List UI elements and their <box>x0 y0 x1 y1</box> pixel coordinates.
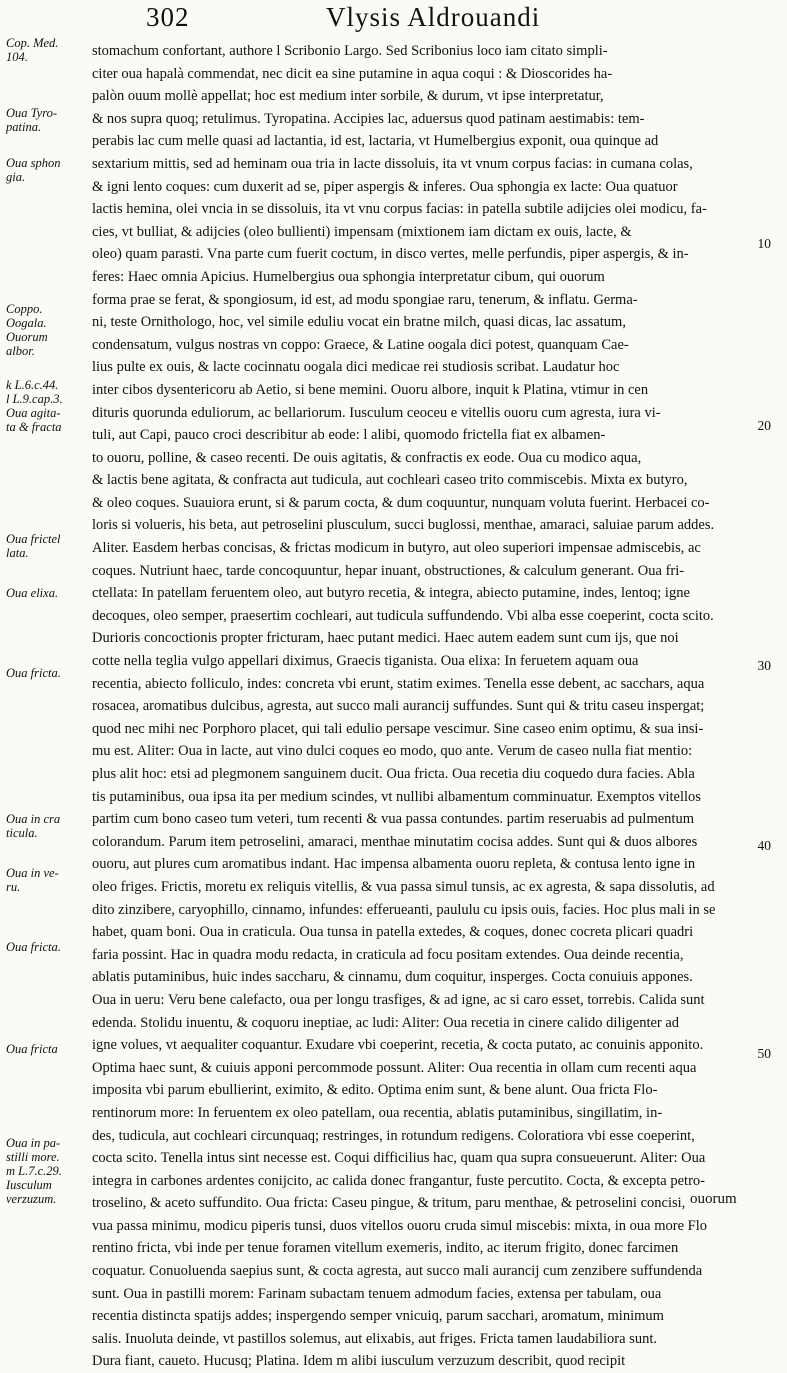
text-line: des, tudicula, aut cochleari circunquaq; restringes, in rotundum redigens. Coloratiora vbi esse coeperint, <box>92 1127 695 1144</box>
text-line: faria possint. Hac in quadra modu redacta, in craticula ad focu positam extendes. Oua deinde recentia, <box>92 946 684 963</box>
text-line: recentia, abiecto folliculo, indes: concreta vbi erunt, statim eximes. Tenella esse debent, ac sacchars, aqua <box>92 675 705 692</box>
margin-note: Coppo. Oogala. Ouorum albor. <box>6 302 48 358</box>
margin-notes <box>6 36 90 1206</box>
body-text <box>92 40 756 1373</box>
text-line: tuli, aut Capi, pauco croci describitur ab eode: l alibi, quomodo frictella fiat ex albamen- <box>92 427 606 444</box>
text-line: loris si volueris, his beta, aut petroselini plusculum, succi buglossi, menthae, amaraci, saluiae parum addes. <box>92 517 715 534</box>
margin-note: Oua fricta <box>6 1042 58 1056</box>
text-line: oleo) quam parasti. Vna parte cum fuerit coctum, in disco vertes, melle perfundis, piper aspergis, & in- <box>92 246 689 263</box>
text-line: cies, vt bulliat, & adijcies (oleo bullienti) impensam (mixtionem iam dictam ex ouis, lacte, & <box>92 223 632 240</box>
text-line: recentia distincta spatijs addes; inspergendo semper vnicuiq, parum sacchari, aromatum, minimum <box>92 1308 664 1325</box>
text-line: coques. Nutriunt haec, tarde concoquuntur, hepar inuant, obstructiones, & calculum generant. Oua fri- <box>92 562 685 579</box>
margin-note: Oua fricta. <box>6 666 61 680</box>
text-line: quod nec mihi nec Porphoro placet, qui tali edulio persape vescimur. Sine caseo enim optimu, & sua insi- <box>92 720 704 737</box>
line-number: 50 <box>757 1046 771 1061</box>
text-line: perabis lac cum melle quasi ad lactantia, id est, lactaria, vt Humelbergius exponit, oua quinque ad <box>92 133 659 150</box>
text-line: & lactis bene agitata, & confracta aut tudicula, aut cochleari caseo trito commiscebis. Mixta ex butyro, <box>92 472 688 489</box>
page-header <box>0 2 787 32</box>
text-line: partim cum bono caseo tum veteri, tum recenti & vua passa contundes. partim reseruabis ad pulmentum <box>92 811 694 828</box>
margin-note: Oua in cra ticula. <box>6 812 61 840</box>
text-line: rentinorum more: In feruentem ex oleo patellam, oua recentia, ablatis putaminibus, singillatim, in- <box>92 1104 663 1121</box>
text-line: stomachum confortant, authore l Scribonio Largo. Sed Scribonius loco iam citato simpli- <box>92 43 608 59</box>
text-line: sextarium mittis, sed ad heminam oua tria in lacte dissoluis, ita vt vnum corpus facias: in cumana colas, <box>92 155 693 172</box>
text-line: dito zinzibere, caryophillo, cinnamo, infundes: efferueanti, paululu cu ipsis ouis, facies. Hoc plus mali in se <box>92 901 716 918</box>
text-line: habet, quam boni. Oua in craticula. Oua tunsa in patella extedes, & coques, donec cocreta plicari quadri <box>92 924 694 941</box>
text-line: salis. Inuoluta deinde, vt pastillos solemus, aut elixabis, aut friges. Fricta tamen laudabiliora sunt. <box>92 1330 657 1347</box>
line-number: 10 <box>757 236 771 251</box>
text-line: coquatur. Conuoluenda saepius sunt, & cocta agresta, aut succo mali aurancij cum zenzibere suffundenda <box>92 1263 703 1280</box>
page-number: 302 <box>146 2 190 32</box>
text-line: & nos supra quoq; retulimus. Tyropatina. Accipies lac, aduersus quod patinam aestimabis: tem- <box>92 110 645 127</box>
text-line: Durioris concoctionis propter fricturam, haec putant medici. Haec autem eadem sunt cum ijs, que noi <box>92 630 679 647</box>
text-line: vua passa minimu, modicu piperis tunsi, duos vitellos ouoru cruda simul miscebis: mixta, in oua more Flo <box>92 1217 707 1234</box>
text-line: inter cibos dysentericoru ab Aetio, si bene memini. Ouoru albore, inquit k Platina, vtimur in cen <box>92 381 649 398</box>
text-line: igne volues, vt aequaliter coquantur. Exudare vbi coeperint, recetia, & cocta putato, ac conuinis apponito. <box>92 1037 704 1054</box>
text-line: mu est. Aliter: Oua in lacte, aut vino dulci coques eo modo, quo ante. Verum de caseo nulla fiat mentio: <box>92 743 693 760</box>
text-line: feres: Haec omnia Apicius. Humelbergius oua sphongia interpretatur cibum, qui ouorum <box>92 268 605 285</box>
text-line: cocta scito. Tenella intus sint necesse est. Coqui difficilius hac, quam qua supra consueuerunt. Aliter: Oua <box>92 1150 706 1167</box>
margin-note: Oua in pa- stilli more. m L.7.c.29. Iusculum verzuzum. <box>6 1136 62 1206</box>
text-line: Oua in ueru: Veru bene calefacto, oua per longu trasfiges, & ad igne, ac si caro esset, torrebis. Calida sunt <box>92 991 705 1008</box>
text-line: rosacea, aromatibus dulcibus, agresta, aut succo mali aurancij suffundes. Sunt qui & tritu caseu inspergat; <box>92 698 705 715</box>
text-line: ablatis putaminibus, huic indes saccharu, & cinnamu, dum coquitur, insperges. Cocta conuiuis appones. <box>92 969 693 986</box>
text-line: ni, teste Ornithologo, hoc, vel simile eduliu vocat ein bratne milch, quasi dicas, lac assatum, <box>92 314 626 331</box>
text-line: oleo friges. Frictis, moretu ex reliquis vitellis, & vua passa simul tunsis, ac ex agresta, & sapa dissolutis, ad <box>92 878 715 895</box>
margin-note: Oua frictel lata. <box>6 532 61 560</box>
margin-note: Oua sphon gia. <box>6 156 61 184</box>
text-line: forma prae se ferat, & spongiosum, id est, ad modu spongiae raru, tenerum, & inflatu. Germa- <box>92 291 638 308</box>
margin-note: Oua in ve- ru. <box>6 866 59 894</box>
margin-note: Oua fricta. <box>6 940 61 954</box>
text-line: edenda. Stolidu inuentu, & coquoru ineptiae, ac ludi: Aliter: Oua recetia in cinere calido diligenter ad <box>92 1014 680 1031</box>
text-line: sunt. Oua in pastilli morem: Farinam subactam tenuem admodum facies, extensa per tabulam, oua <box>92 1285 662 1302</box>
line-number: 20 <box>757 418 771 433</box>
margin-note: Cop. Med. 104. <box>6 36 59 64</box>
text-line: troselino, & aceto suffundito. Oua fricta: Caseu pingue, & tritum, paru menthae, & petroselini concisi, <box>92 1195 686 1212</box>
text-line: imposita vbi parum ebullierint, eximito, & edito. Optima enim sunt, & bene alunt. Oua fricta Flo- <box>92 1082 658 1099</box>
line-number: 40 <box>757 838 771 853</box>
text-line: lactis hemina, olei vncia in se dissoluis, ita vt vnu corpus facias: in patella subtile adijcies olei modicu, fa- <box>92 201 707 218</box>
text-line: Dura fiant, caueto. Hucusq; Platina. Idem m alibi iusculum verzuzum describit, quod recipit <box>92 1353 626 1370</box>
text-line: Aliter. Easdem herbas concisas, & frictas modicum in butyro, aut oleo superiori impensae admiscebis, ac <box>92 540 701 557</box>
text-line: ouoru, aut plures cum aromatibus indant. Hac impensa albamenta ouoru repleta, & contusa lento igne in <box>92 856 696 873</box>
running-head: Vlysis Aldrouandi <box>326 2 541 32</box>
text-line: integra in carbones ardentes conijcito, ac calida donec frangantur, fuste percutito. Cocta, & excepta petro- <box>92 1172 705 1189</box>
text-line: condensatum, vulgus nostras vn coppo: Graece, & Latine oogala dici potest, quanquam Cae- <box>92 336 629 353</box>
line-number: 30 <box>757 658 771 673</box>
text-line: rentino fricta, vbi inde per tenue foramen vitellum exemeris, indito, ac iterum frigito, donec farcimen <box>92 1240 679 1257</box>
text-line: & igni lento coques: cum duxerit ad se, piper aspergis & inferes. Oua sphongia ex lacte: Oua quatuor <box>92 178 678 195</box>
text-line: dituris quorunda eduliorum, ac bellariorum. Iusculum ceoceu e vitellis ouoru cum agresta, iura vi- <box>92 404 661 421</box>
text-line: Optima haec sunt, & cuiuis apponi percommode possunt. Aliter: Oua recentia in ollam cum recenti aqua <box>92 1059 697 1076</box>
text-line: colorandum. Parum item petroselini, amaraci, menthae minutatim cocisa addes. Sunt qui & duos albores <box>92 833 698 850</box>
text-line: plus alit hoc: etsi ad plegmonem sanguinem ducit. Oua fricta. Oua recetia diu coquedo dura facies. Abla <box>92 766 695 782</box>
text-line: citer oua hapalà commendat, nec dicit ea sine putamine in aqua coqui : & Dioscorides ha- <box>92 65 613 82</box>
text-line: ctellata: In patellam feruentem oleo, aut butyro recetia, & integra, abiecto putamine, indes, lentoq; igne <box>92 585 690 602</box>
margin-note: Oua elixa. <box>6 586 59 600</box>
text-line: decoques, oleo semper, praesertim cochleari, aut tudicula suffundendo. Vbi alba esse coeperint, cocta scito. <box>92 607 714 624</box>
catch-word: ouorum <box>690 1191 737 1207</box>
text-line: to ouoru, polline, & caseo recenti. De ouis agitatis, & confractis ex eode. Oua cu modico aqua, <box>92 449 642 466</box>
margin-note: k L.6.c.44. l L.9.cap.3. Oua agita- ta & fracta <box>6 378 63 434</box>
text-line: tis putaminibus, oua ipsa ita per medium scindes, vt nullibi albamentum comminuatur. Exemptos vitellos <box>92 788 701 805</box>
text-line: & oleo coques. Suauiora erunt, si & parum cocta, & dum coquuntur, nunquam voluta fuerint. Herbacei co- <box>92 494 710 511</box>
text-line: lius pulte ex ouis, & lacte cocinnatu oogala dici medicae rei studiosis scribat. Laudatur hoc <box>92 359 620 376</box>
margin-note: Oua Tyro- patina. <box>6 106 58 134</box>
text-line: palòn ouum mollè appellat; hoc est medium inter sorbile, & durum, vt ipse interpretatur, <box>92 88 604 105</box>
text-line: cotte nella teglia vulgo appellari diximus, Graecis tiganista. Oua elixa: In feruetem aquam oua <box>92 653 639 670</box>
